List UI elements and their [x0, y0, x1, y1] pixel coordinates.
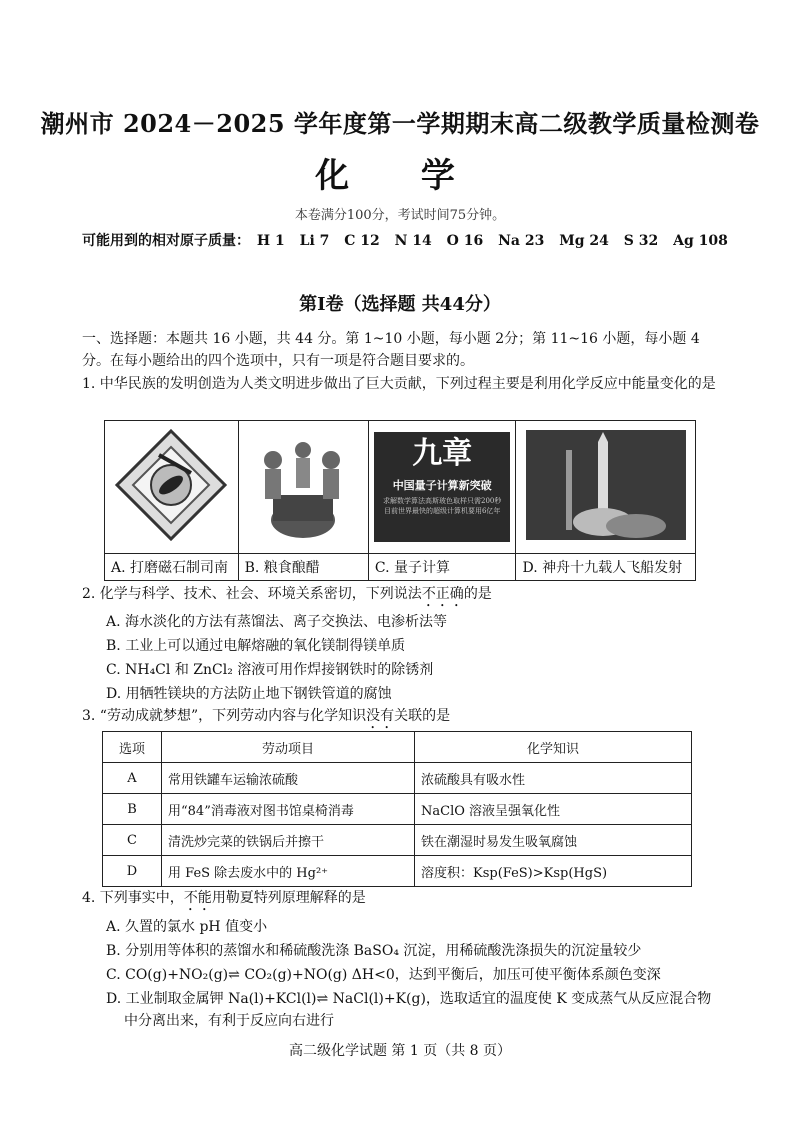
- q3-stem-emphasis: 没有: [366, 708, 395, 724]
- exam-title: 潮州市 2024－2025 学年度第一学期期末高二级教学质量检测卷: [40, 109, 760, 138]
- q3-table: [102, 731, 692, 887]
- section-title: 第Ⅰ卷（选择题 共44分）: [299, 294, 501, 315]
- vinegar-image: [238, 421, 368, 554]
- q4-stem-emphasis: 不能: [183, 890, 212, 906]
- instructions: 一、选择题：本题共 16 小题，共 44 分。第 1~10 小题，每小题 2分；第 11~16 小题，每小题 4分。在每小题给出的四个选项中，只有一项是符合题目要求的。: [82, 331, 700, 369]
- table-cell: 溶度积：Ksp(FeS)>Ksp(HgS): [415, 856, 692, 887]
- table-row: [103, 825, 692, 856]
- table-header: 选项: [103, 732, 162, 763]
- q4-option-a: A. 久置的氯水 pH 值变小: [106, 919, 268, 935]
- q2-option-b: B. 工业上可以通过电解熔融的氧化镁制得镁单质: [106, 638, 406, 654]
- masses-label: 可能用到的相对原子质量：: [82, 233, 250, 249]
- atomic-masses: [82, 230, 738, 250]
- table-cell: 用 FeS 除去废水中的 Hg²⁺: [162, 856, 415, 887]
- mass-item: Mg 24: [559, 233, 609, 249]
- exam-note: 本卷满分100分，考试时间75分钟。: [294, 208, 506, 223]
- mass-item: O 16: [446, 233, 484, 249]
- vinegar-brewing-icon: [243, 425, 363, 545]
- q2-option-c: C. NH₄Cl 和 ZnCl₂ 溶液可用作焊接钢铁时的除锈剂: [106, 662, 434, 678]
- subject-title: 化 学: [315, 156, 485, 196]
- table-row: [103, 763, 692, 794]
- q2-stem-pre: 2. 化学与科学、技术、社会、环境关系密切，下列说法: [82, 586, 422, 602]
- q1-caption-c: C. 量子计算: [368, 554, 516, 581]
- table-cell: A: [103, 763, 162, 794]
- poster-subtitle: 中国量子计算新突破: [392, 479, 492, 492]
- mass-item: Na 23: [498, 233, 545, 249]
- q3-stem-pre: 3. “劳动成就梦想”，下列劳动内容与化学知识: [82, 708, 367, 724]
- q1-image-table: [104, 420, 696, 581]
- q4-stem: [82, 888, 732, 914]
- compass-image: [105, 421, 239, 554]
- q4-stem-post: 用勒夏特列原理解释的是: [211, 890, 366, 906]
- table-cell: 清洗炒完菜的铁锅后并擦干: [162, 825, 415, 856]
- table-cell: D: [103, 856, 162, 887]
- q2-stem-emphasis: 不正确: [421, 586, 464, 602]
- page-footer: 高二级化学试题 第 1 页（共 8 页）: [288, 1043, 512, 1059]
- q1-caption-a: A. 打磨磁石制司南: [105, 554, 239, 581]
- poster-title: 九章: [412, 436, 473, 471]
- q4-option-b: B. 分别用等体积的蒸馏水和稀硫酸洗涤 BaSO₄ 沉淀，用稀硫酸洗涤损失的沉淀量较少: [106, 943, 642, 959]
- mass-item: C 12: [344, 233, 380, 249]
- quantum-image: [368, 421, 516, 554]
- table-header: 化学知识: [415, 732, 692, 763]
- table-cell: 铁在潮湿时易发生吸氧腐蚀: [415, 825, 692, 856]
- mass-item: N 14: [394, 233, 432, 249]
- q2-option-d: D. 用牺牲镁块的方法防止地下钢铁管道的腐蚀: [106, 686, 392, 702]
- table-header-row: [103, 732, 692, 763]
- q3-stem-post: 关联的是: [394, 708, 451, 724]
- q1-caption-b: B. 粮食酿醋: [238, 554, 368, 581]
- mass-item: H 1: [256, 233, 285, 249]
- q1-stem: 1. 中华民族的发明创造为人类文明进步做出了巨大贡献，下列过程主要是利用化学反应中能量变化的是: [82, 376, 716, 392]
- table-cell: 浓硫酸具有吸水性: [415, 763, 692, 794]
- table-cell: C: [103, 825, 162, 856]
- table-cell: B: [103, 794, 162, 825]
- table-cell: 用“84”消毒液对图书馆桌椅消毒: [162, 794, 415, 825]
- poster-small-1: 求解数学算法高斯玻色取样只需200秒: [383, 497, 502, 505]
- q4-option-c: C. CO(g)+NO₂(g)⇌ CO₂(g)+NO(g) ΔH<0，达到平衡后，加压可使平衡体系颜色变深: [106, 967, 661, 983]
- poster-small-2: 目前世界最快的超级计算机要用6亿年: [383, 507, 501, 515]
- q1-caption-d: D. 神舟十九载人飞船发射: [516, 554, 696, 581]
- table-row: [103, 856, 692, 887]
- table-cell: 常用铁罐车运输浓硫酸: [162, 763, 415, 794]
- table-row: [103, 794, 692, 825]
- q2-option-a: A. 海水淡化的方法有蒸馏法、离子交换法、电渗析法等: [106, 614, 448, 630]
- rocket-launch-icon: [526, 430, 686, 540]
- mass-item: Li 7: [299, 233, 330, 249]
- q2-stem-post: 的是: [463, 586, 492, 602]
- mass-item: S 32: [623, 233, 659, 249]
- table-header: 劳动项目: [162, 732, 415, 763]
- q4-stem-pre: 4. 下列事实中，: [82, 890, 184, 906]
- q3-stem: [82, 706, 732, 732]
- q2-stem: [82, 584, 732, 610]
- mass-item: Ag 108: [673, 233, 728, 249]
- q4-option-d-cont: 中分离出来，有利于反应向右进行: [124, 1013, 334, 1029]
- q4-option-d: D. 工业制取金属钾 Na(l)+KCl(l)⇌ NaCl(l)+K(g)，选取适宜的温度使 K 变成蒸气从反应混合物: [106, 991, 712, 1007]
- rocket-image: [516, 421, 696, 554]
- sinan-compass-icon: [111, 425, 231, 545]
- table-cell: NaClO 溶液呈强氧化性: [415, 794, 692, 825]
